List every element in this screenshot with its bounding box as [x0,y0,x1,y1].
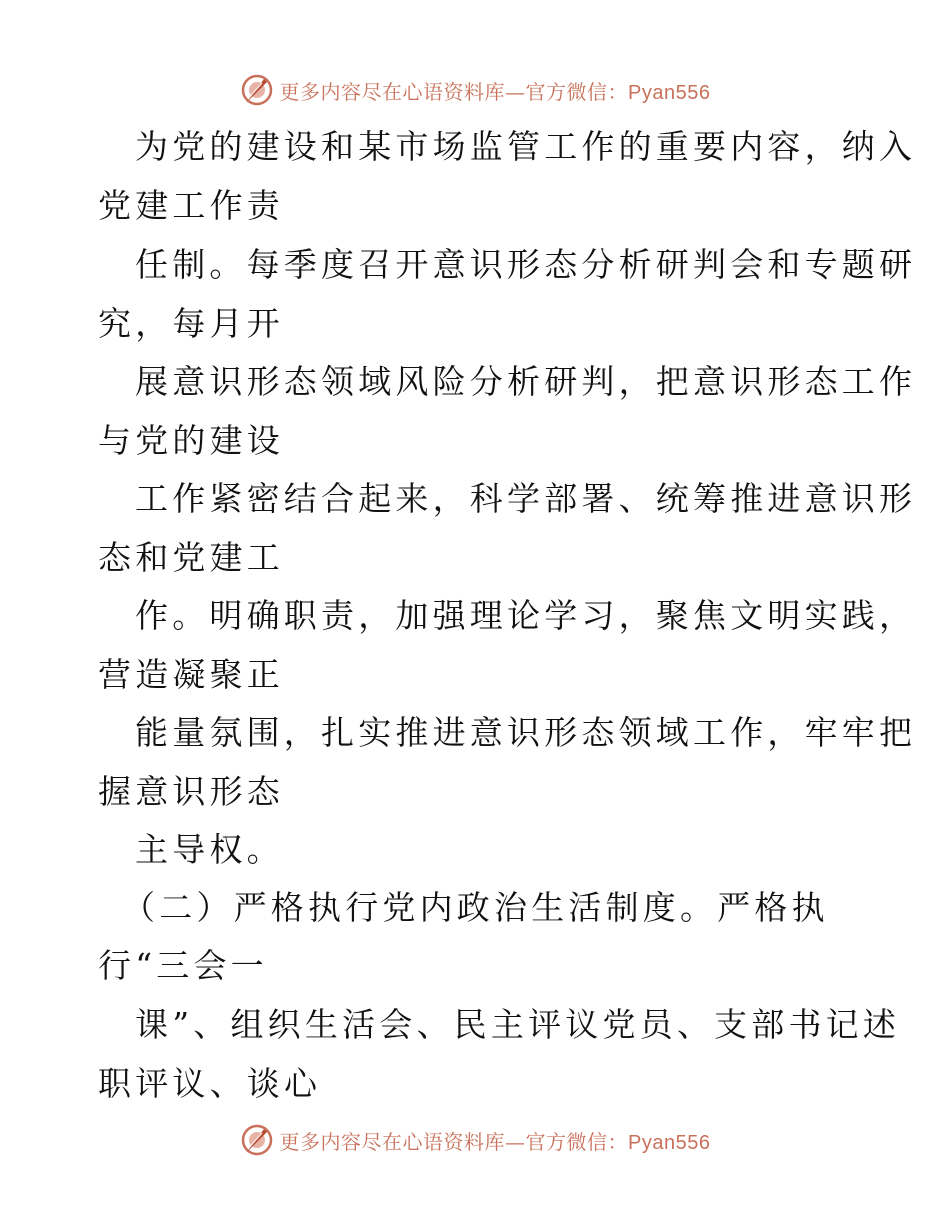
paragraph-line: 为党的建设和某市场监管工作的重要内容，纳入 [135,127,917,166]
footer-watermark-text: 更多内容尽在心语资料库—官方微信：Pyan556 [279,1129,711,1154]
paragraph-line: 握意识形态 [98,772,284,811]
paragraph-line: 能量氛围，扎实推进意识形态领域工作，牢牢把 [135,713,917,752]
quill-logo-icon [240,1123,274,1157]
paragraph-line: 课”、组织生活会、民主评议党员、支部书记述 [135,1005,901,1044]
paragraph-line: 展意识形态领域风险分析研判，把意识形态工作 [135,362,917,401]
header-watermark-text: 更多内容尽在心语资料库—官方微信：Pyan556 [279,79,711,104]
paragraph-line: 与党的建设 [98,421,284,460]
paragraph-line: 党建工作责 [98,186,284,225]
paragraph-line: 主导权。 [135,830,284,869]
paragraph-line: 营造凝聚正 [98,655,284,694]
footer-watermark [0,1120,950,1160]
paragraph-line: 态和党建工 [98,538,284,577]
paragraph-line: 究，每月开 [98,304,284,343]
paragraph-line: 工作紧密结合起来，科学部署、统筹推进意识形 [135,479,917,518]
paragraph-line: 行“三会一 [98,946,268,985]
section-heading-line: （二）严格执行党内政治生活制度。严格执 [122,888,829,927]
paragraph-line: 职评议、谈心 [98,1064,322,1103]
paragraph-line: 任制。每季度召开意识形态分析研判会和专题研 [135,245,917,284]
paragraph-line: 作。明确职责，加强理论学习，聚焦文明实践， [135,596,917,635]
